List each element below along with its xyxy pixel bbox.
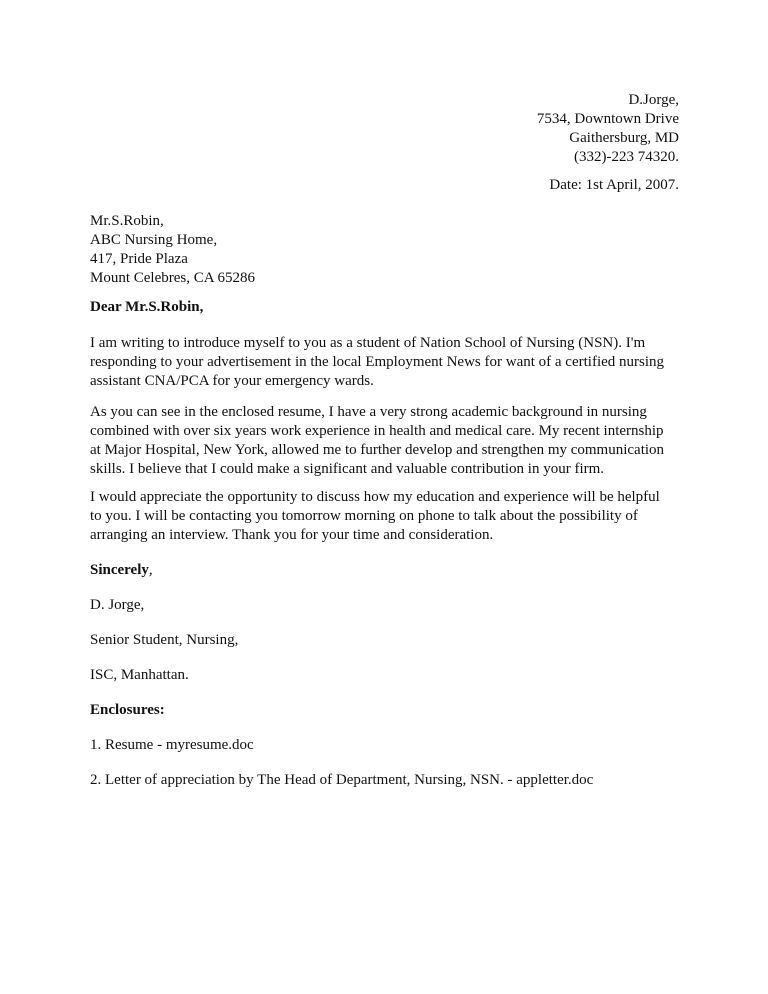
letter-date: Date: 1st April, 2007. bbox=[549, 177, 679, 193]
paragraph-line: responding to your advertisement in the local Employment News for want of a certified nursing bbox=[90, 354, 665, 370]
paragraph-line: arranging an interview. Thank you for your time and consideration. bbox=[90, 527, 494, 543]
signature-name: D. Jorge, bbox=[90, 597, 145, 613]
paragraph-line: assistant CNA/PCA for your emergency wards. bbox=[90, 373, 374, 389]
salutation: Dear Mr.S.Robin, bbox=[90, 299, 204, 315]
paragraph-line: skills. I believe that I could make a significant and valuable contribution in your firm. bbox=[90, 461, 605, 477]
paragraph-line: As you can see in the enclosed resume, I have a very strong academic background in nursing bbox=[90, 404, 647, 420]
recipient-address-block bbox=[90, 212, 255, 288]
sender-phone: (332)-223 74320. bbox=[574, 149, 679, 165]
signature-school: ISC, Manhattan. bbox=[90, 667, 189, 683]
recipient-city: Mount Celebres, CA 65286 bbox=[90, 270, 255, 286]
paragraph-line: I am writing to introduce myself to you as a student of Nation School of Nursing (NSN). I'm bbox=[90, 335, 646, 351]
closing-word: Sincerely bbox=[90, 562, 149, 578]
body-paragraph-closing bbox=[90, 488, 690, 545]
recipient-organization: ABC Nursing Home, bbox=[90, 232, 218, 248]
sender-street: 7534, Downtown Drive bbox=[536, 111, 679, 127]
sender-city: Gaithersburg, MD bbox=[569, 130, 679, 146]
enclosures-heading: Enclosures: bbox=[90, 702, 165, 718]
closing-punct: , bbox=[148, 562, 153, 578]
recipient-name: Mr.S.Robin, bbox=[90, 213, 164, 229]
body-paragraph-intro bbox=[90, 334, 690, 391]
closing-line bbox=[90, 561, 153, 580]
recipient-street: 417, Pride Plaza bbox=[90, 251, 188, 267]
enclosure-item: 1. Resume - myresume.doc bbox=[90, 737, 254, 753]
sender-address-block bbox=[537, 91, 679, 167]
sender-name: D.Jorge, bbox=[628, 92, 679, 108]
paragraph-line: to you. I will be contacting you tomorrow morning on phone to talk about the possibility of bbox=[90, 508, 638, 524]
paragraph-line: at Major Hospital, New York, allowed me to further develop and strengthen my communication bbox=[90, 442, 665, 458]
paragraph-line: combined with over six years work experience in health and medical care. My recent internship bbox=[90, 423, 664, 439]
body-paragraph-background bbox=[90, 403, 690, 479]
signature-title: Senior Student, Nursing, bbox=[90, 632, 239, 648]
paragraph-line: I would appreciate the opportunity to discuss how my education and experience will be helpful bbox=[90, 489, 660, 505]
enclosure-item: 2. Letter of appreciation by The Head of Department, Nursing, NSN. - appletter.doc bbox=[90, 772, 594, 788]
